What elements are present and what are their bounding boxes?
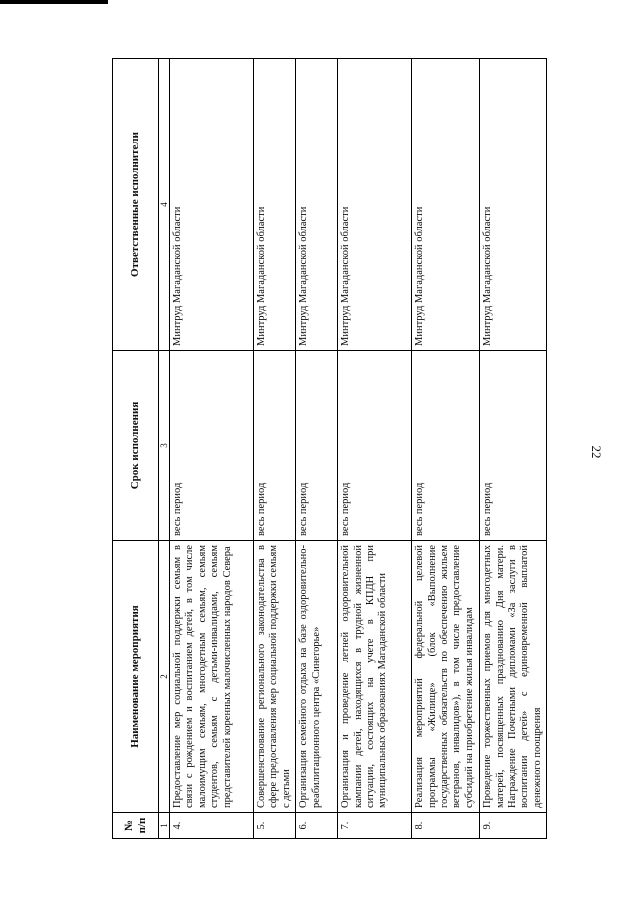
row-number: 9. (480, 813, 547, 839)
row-executor: Минтруд Магаданской области (412, 59, 480, 351)
table-row (254, 59, 296, 839)
activities-table (112, 58, 547, 839)
row-number: 8. (412, 813, 480, 839)
row-term: весь период (338, 351, 412, 541)
page-number: 22 (589, 445, 604, 459)
row-activity: Предоставление мер социальной поддержки семьям в связи с рождением и воспитанием детей, в том числе малоимущим семьям, многодетным семьям, семьям студентов, семьям с детьми-инвалидами, семьям представителей коренных малочисленных народов Севера (170, 541, 254, 813)
header-name: Наименование мероприятия (113, 541, 159, 813)
table-row (412, 59, 480, 839)
row-activity: Проведение торжественных приемов для многодетных матерей, посвященных празднованию Дня матери. Награждение Почетными дипломами «За заслуги в воспитании детей» с единовременной выплатой денежного поощрения (480, 541, 547, 813)
header-exec: Ответственные исполнители (113, 59, 159, 351)
table-row (338, 59, 412, 839)
header-row (113, 59, 159, 839)
header-term: Срок исполнения (113, 351, 159, 541)
row-activity: Совершенствование регионального законодательства в сфере предоставления мер социальной поддержки семьям с детьми (254, 541, 296, 813)
index-row (159, 59, 170, 839)
row-term: весь период (170, 351, 254, 541)
row-executor: Минтруд Магаданской области (170, 59, 254, 351)
row-executor: Минтруд Магаданской области (296, 59, 338, 351)
row-number: 7. (338, 813, 412, 839)
row-executor: Минтруд Магаданской области (480, 59, 547, 351)
rotated-table-container (112, 59, 543, 839)
row-activity: Организация семейного отдыха на базе оздоровительно-реабилитационного центра «Синегорье» (296, 541, 338, 813)
table-row (480, 59, 547, 839)
row-term: весь период (412, 351, 480, 541)
top-edge-bar (0, 0, 108, 4)
row-term: весь период (296, 351, 338, 541)
index-cell: 4 (159, 59, 170, 351)
row-term: весь период (254, 351, 296, 541)
table-row (296, 59, 338, 839)
header-num: № п/п (113, 813, 159, 839)
row-number: 4. (170, 813, 254, 839)
index-cell: 3 (159, 351, 170, 541)
row-executor: Минтруд Магаданской области (338, 59, 412, 351)
row-activity: Реализация мероприятий федеральной целевой программы «Жилище» (блок «Выполнение государственных обязательств по обеспечению жильем ветеранов, инвалидов»), в том числе предоставление субсидий на приобретение жилья инвалидам (412, 541, 480, 813)
row-activity: Организация и проведение летней оздоровительной кампании детей, находящихся в трудной жизненной ситуации, состоящих на учете в КПДН при муниципальных образованиях Магаданской области (338, 541, 412, 813)
index-cell: 2 (159, 541, 170, 813)
row-number: 6. (296, 813, 338, 839)
row-number: 5. (254, 813, 296, 839)
row-term: весь период (480, 351, 547, 541)
row-executor: Минтруд Магаданской области (254, 59, 296, 351)
table-row (170, 59, 254, 839)
index-cell: 1 (159, 813, 170, 839)
